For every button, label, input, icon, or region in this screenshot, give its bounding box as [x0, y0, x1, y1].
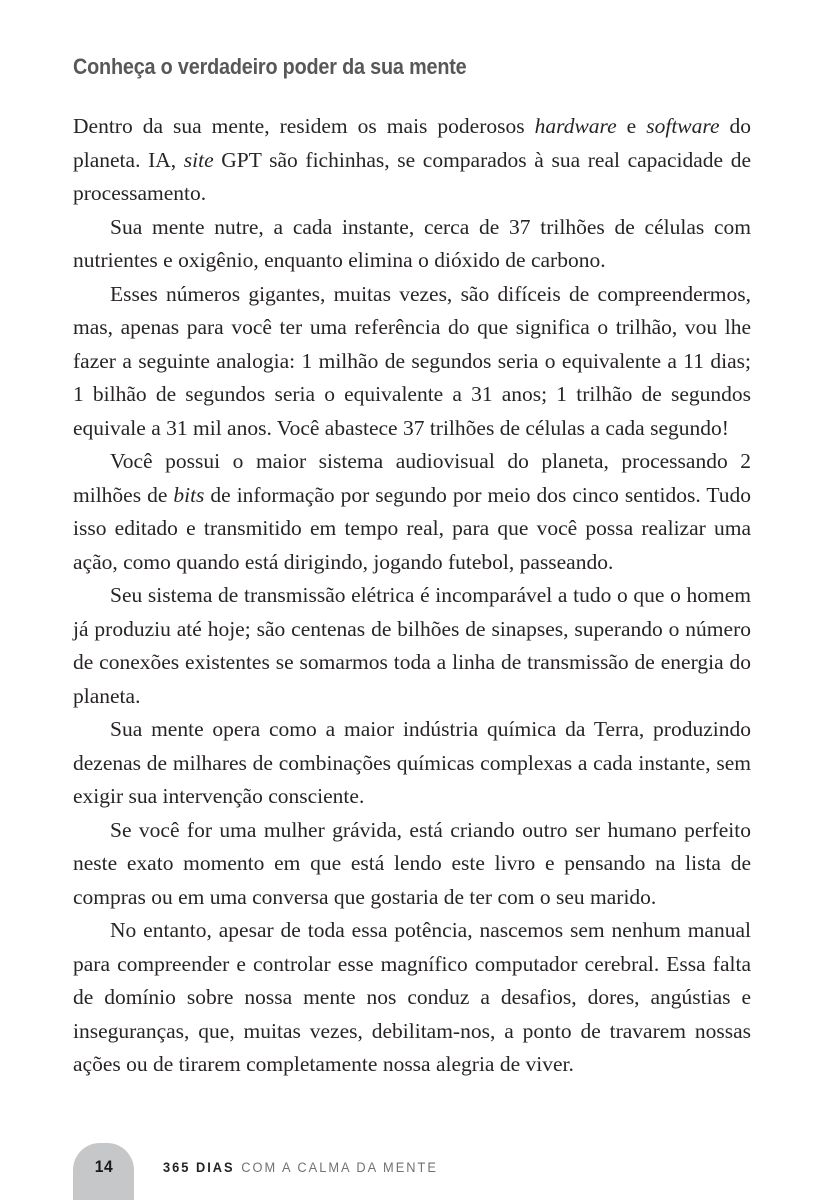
section-heading: Conheça o verdadeiro poder da sua mente	[73, 54, 467, 79]
paragraph	[73, 579, 751, 713]
text: Seu sistema de transmissão elétrica é incomparável a tudo o que o homem já produziu até hoje; são centenas de bilhões de sinapses, superando o número de conexões existentes se somarmos toda a linha de transmissão de energia do planeta.	[73, 583, 751, 708]
text: No entanto, apesar de toda essa potência, nascemos sem nenhum manual para compreender e controlar esse magnífico computador cerebral. Essa falta de domínio sobre nossa mente nos conduz a desafios, dores, angústias e inseguranças, que, muitas vezes, debilitam-nos, a ponto de travarem nossas ações ou de tirarem completamente nossa alegria de viver.	[73, 918, 751, 1076]
page-body	[73, 110, 751, 1082]
paragraph	[73, 110, 751, 211]
paragraph	[73, 278, 751, 446]
text: e	[616, 114, 647, 138]
running-title-regular: COM A CALMA DA MENTE	[241, 1160, 438, 1175]
paragraph	[73, 211, 751, 278]
paragraph	[73, 814, 751, 915]
text: Esses números gigantes, muitas vezes, são difíceis de compreendermos, mas, apenas para você ter uma referência do que significa o trilhão, vou lhe fazer a seguinte analogia: 1 milhão de segundos seria o equivalente a 11 dias; 1 bilhão de segundos seria o equivalente a 31 anos; 1 trilhão de segundos equivale a 31 mil anos. Você abastece 37 trilhões de células a cada segundo!	[73, 281, 751, 440]
text: Você possui o maior sistema audiovisual do planeta, processando 2 milhões de	[73, 449, 751, 507]
text: GPT são fichinhas, se comparados à sua real capacidade de processamento.	[73, 147, 751, 205]
text: de informação por segundo por meio dos cinco sentidos. Tudo isso editado e transmitido em tempo real, para que você possa realizar uma ação, como quando está dirigindo, jogando futebol, passeando.	[73, 482, 752, 574]
text: Se você for uma mulher grávida, está criando outro ser humano perfeito neste exato momento em que está lendo este livro e pensando na lista de compras ou em uma conversa que gostaria de ter com o seu marido.	[73, 817, 751, 909]
italic-text: bits	[173, 482, 205, 507]
italic-text: hardware	[534, 114, 617, 138]
text: Dentro da sua mente, residem os mais poderosos	[73, 114, 535, 138]
paragraph	[73, 713, 751, 814]
italic-text: software	[646, 114, 720, 138]
page-number-tab	[73, 1143, 134, 1200]
running-title-bold: 365 DIAS	[163, 1160, 235, 1175]
text: Sua mente opera como a maior indústria química da Terra, produzindo dezenas de milhares de combinações químicas complexas a cada instante, sem exigir sua intervenção consciente.	[73, 717, 751, 808]
text: do planeta. IA,	[73, 114, 752, 172]
running-title	[163, 1160, 438, 1175]
page-number: 14	[94, 1157, 113, 1176]
paragraph	[73, 914, 751, 1082]
text: Sua mente nutre, a cada instante, cerca de 37 trilhões de células com nutrientes e oxigênio, enquanto elimina o dióxido de carbono.	[73, 214, 751, 272]
page-content	[0, 54, 823, 1082]
italic-text: site	[183, 147, 214, 172]
paragraph	[73, 445, 751, 579]
